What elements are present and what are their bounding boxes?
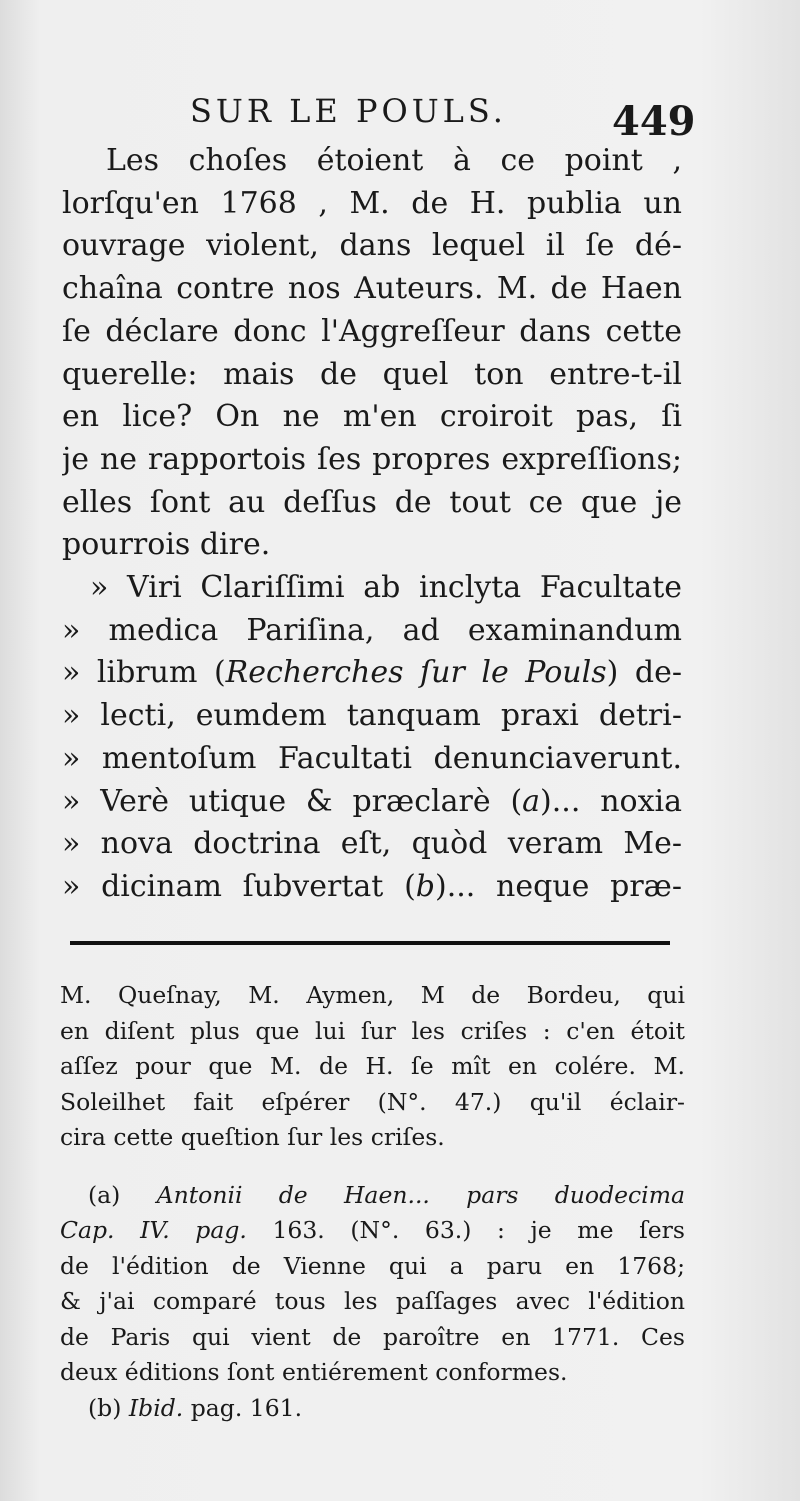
text-line: lorſqu'en 1768 , M. de H. publia un	[62, 185, 682, 221]
footnote-marker: (a)	[88, 1180, 121, 1209]
footnote-line	[60, 1213, 685, 1249]
text-fragment: » librum (	[62, 655, 226, 691]
text-fragment: » dicinam ſubvertat (	[62, 868, 416, 904]
text-line: Les choſes étoient à ce point ,	[106, 143, 682, 178]
footnote-line: deux éditions ſont entiérement conformes.	[60, 1358, 568, 1386]
text-line: » Viri Clariſſimi ab inclyta Facultate	[90, 570, 682, 606]
text-line: ſe déclare donc l'Aggreſſeur dans cette	[62, 313, 682, 349]
text-line: » lecti, eumdem tanquam praxi detri-	[62, 698, 682, 734]
main-text	[62, 140, 682, 909]
text-line: pourrois dire.	[62, 527, 271, 563]
footnote-rule	[70, 941, 670, 945]
text-fragment: 163. (N°. 63.) : je me ſers	[272, 1216, 685, 1244]
text-line: » medica Pariſina, ad examinandum	[62, 612, 682, 648]
footnote-marker: (b)	[88, 1393, 122, 1422]
text-line: chaîna contre nos Auteurs. M. de Haen	[62, 271, 682, 307]
text-line: ouvrage violent, dans lequel il ſe dé-	[62, 228, 682, 264]
text-line: » nova doctrina eſt, quòd veram Me-	[62, 826, 682, 862]
text-line: elles ſont au deſſus de tout ce que je	[62, 484, 682, 520]
running-head: SUR LE POULS.	[190, 92, 507, 130]
italic-citation: Antonii de Haen... pars duodecima	[156, 1180, 685, 1209]
text-line	[62, 652, 682, 695]
text-fragment: )... noxia	[540, 783, 682, 819]
text-line	[62, 781, 682, 824]
text-line: » mentoſum Facultati denunciaverunt.	[62, 740, 682, 776]
footnote-line: cira cette queſtion ſur les criſes.	[60, 1123, 445, 1151]
italic-title: Recherches ſur le Pouls	[225, 655, 607, 691]
italic-citation: Cap. IV. pag.	[60, 1216, 247, 1244]
text-fragment: pag. 161.	[190, 1393, 303, 1422]
footnote-line: aſſez pour que M. de H. ſe mît en colére. M.	[60, 1052, 685, 1080]
footnotes	[60, 978, 685, 1426]
italic-citation: Ibid.	[128, 1393, 184, 1422]
footnote-ref: b	[415, 868, 435, 904]
text-line: en lice? On ne m'en croiroit pas, ſi	[62, 399, 682, 435]
footnote-line: M. Queſnay, M. Aymen, M de Bordeu, qui	[60, 981, 685, 1009]
footnote-b	[60, 1391, 685, 1427]
page-number: 449	[612, 98, 696, 145]
text-fragment: ) de-	[606, 655, 682, 691]
footnote-line: de l'édition de Vienne qui a paru en 1768;	[60, 1251, 685, 1280]
text-fragment: )... neque præ-	[435, 868, 682, 904]
footnote-line: de Paris qui vient de paroître en 1771. Ces	[60, 1322, 685, 1351]
text-line: querelle: mais de quel ton entre-t-il	[62, 356, 682, 392]
footnote-ref: a	[522, 783, 541, 819]
footnote-line: en diſent plus que lui ſur les criſes : c'en étoit	[60, 1016, 685, 1045]
footnote-a	[60, 1178, 685, 1214]
text-line: je ne rapportois ſes propres expreſſions;	[62, 441, 682, 477]
footnote-line: Soleilhet fait eſpérer (N°. 47.) qu'il éclair-	[60, 1087, 685, 1116]
footnote-line: & j'ai comparé tous les paſſages avec l'édition	[60, 1287, 685, 1315]
text-line	[62, 866, 682, 909]
text-fragment: » Verè utique & præclarè (	[62, 783, 523, 819]
note-spacer	[60, 1156, 685, 1178]
